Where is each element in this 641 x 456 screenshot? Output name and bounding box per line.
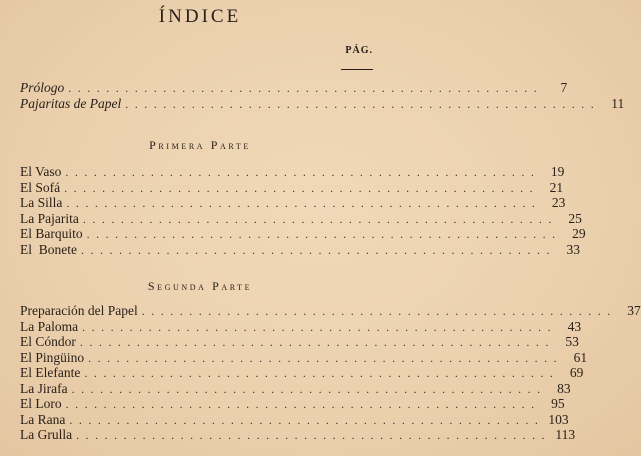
toc-entry[interactable] <box>20 427 576 443</box>
toc-entry-label: El Elefante <box>20 365 81 380</box>
dot-leader: .................................................. <box>125 96 601 111</box>
toc-entry-page: 69 <box>569 365 584 380</box>
toc-entry-page: 11 <box>611 95 625 111</box>
toc-entry-page: 7 <box>560 80 568 95</box>
toc-entry-label: El Cóndor <box>20 334 76 349</box>
dot-leader: .................................................. <box>79 335 555 349</box>
dot-leader: .................................................. <box>71 381 547 396</box>
toc-entry-label: La Jirafa <box>20 380 68 396</box>
part1-list <box>20 164 586 257</box>
dot-leader: .................................................. <box>68 81 544 95</box>
toc-entry-page: 33 <box>566 241 580 257</box>
toc-entry-label: El Barquito <box>20 226 83 241</box>
toc-entry-label: La Pajarita <box>20 210 79 226</box>
toc-entry[interactable] <box>20 380 571 397</box>
dot-leader: .................................................. <box>84 366 560 380</box>
dot-leader: .................................................. <box>65 397 541 411</box>
toc-entry[interactable] <box>20 334 579 350</box>
page-title: ÍNDICE <box>158 6 242 27</box>
dot-leader: .................................................. <box>69 412 545 427</box>
toc-entry-page: 113 <box>555 427 576 442</box>
toc-entry-label: El Pingüino <box>20 349 85 365</box>
toc-entry-page: 23 <box>551 195 566 210</box>
dot-leader: .................................................. <box>82 211 558 226</box>
toc-entry-page: 29 <box>572 226 586 241</box>
page-column-rule <box>341 69 373 70</box>
toc-entry[interactable] <box>20 164 565 180</box>
toc-entry[interactable] <box>20 80 568 96</box>
toc-entry-label: La Silla <box>20 195 63 210</box>
dot-leader: .................................................. <box>65 165 541 179</box>
toc-entry-label: El Sofá <box>20 179 61 195</box>
toc-entry[interactable] <box>20 95 625 112</box>
toc-entry[interactable] <box>20 318 582 335</box>
toc-entry-label: El Vaso <box>20 164 62 179</box>
toc-entry-label: El Loro <box>20 396 62 411</box>
section-title-part2: Segunda Parte <box>147 279 253 293</box>
dot-leader: .................................................. <box>82 319 558 334</box>
intro-list <box>20 80 625 111</box>
part2-list <box>20 303 641 443</box>
dot-leader: .................................................. <box>88 350 564 365</box>
toc-entry-page: 25 <box>568 210 582 226</box>
toc-entry-label: Preparación del Papel <box>20 303 138 318</box>
toc-entry[interactable] <box>20 365 584 381</box>
toc-entry-page: 61 <box>573 349 588 365</box>
toc-entry[interactable] <box>20 241 580 258</box>
toc-entry-label: El Bonete <box>20 241 77 257</box>
toc-entry[interactable] <box>20 303 641 319</box>
toc-entry-label: La Rana <box>20 411 66 427</box>
dot-leader: .................................................. <box>141 304 617 318</box>
toc-entry-label: La Grulla <box>20 427 73 442</box>
toc-entry[interactable] <box>20 349 588 366</box>
section-title-part1: Primera Parte <box>149 138 251 152</box>
toc-entry-page: 21 <box>549 179 564 195</box>
toc-entry-page: 83 <box>557 380 571 396</box>
toc-entry[interactable] <box>20 195 566 211</box>
toc-entry-page: 53 <box>565 334 579 349</box>
toc-entry[interactable] <box>20 210 582 227</box>
toc-entry-page: 37 <box>627 303 641 318</box>
dot-leader: .................................................. <box>86 227 562 241</box>
toc-entry-page: 95 <box>551 396 565 411</box>
page-column-header: PÁG. <box>345 45 373 56</box>
dot-leader: .................................................. <box>66 196 542 210</box>
dot-leader: .................................................. <box>76 428 552 442</box>
toc-entry-page: 103 <box>548 411 569 427</box>
dot-leader: .................................................. <box>64 180 540 195</box>
toc-entry[interactable] <box>20 396 565 412</box>
toc-entry-label: Pajaritas de Papel <box>20 95 122 111</box>
toc-entry-page: 43 <box>567 318 582 334</box>
toc-entry[interactable] <box>20 226 586 242</box>
toc-entry[interactable] <box>20 179 564 196</box>
toc-entry-label: La Paloma <box>20 318 79 334</box>
toc-entry-label: Prólogo <box>20 80 65 95</box>
toc-entry-page: 19 <box>550 164 565 179</box>
dot-leader: .................................................. <box>81 242 556 257</box>
toc-entry[interactable] <box>20 411 569 428</box>
